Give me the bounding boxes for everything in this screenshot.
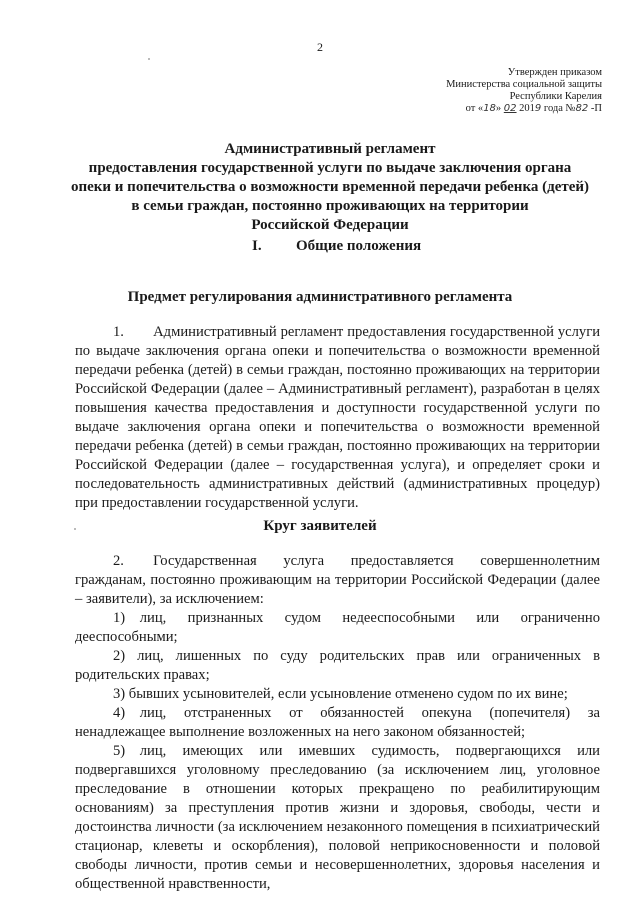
list-item-1: 1) лиц, признанных судом недееспособными или ограниченно дееспособными; [75,610,600,645]
applicants-block [75,552,600,894]
date-year-digit: 9 [534,103,542,114]
document-title [60,140,600,235]
approval-line-1: Утвержден приказом [507,67,602,78]
scan-speck [74,528,76,530]
date-year-prefix: 201 [516,103,535,114]
date-prefix: от « [465,103,484,114]
date-month-handwritten: 02 [503,103,517,114]
paragraph-1-block [75,323,600,513]
list-item-2: 2) лиц, лишенных по суду родительских прав или ограниченных в родительских правах; [75,648,600,683]
list-item-4: 4) лиц, отстраненных от обязанностей опекуна (попечителя) за ненадлежащее выполнение возложенных на него законом обязанностей; [75,705,600,740]
order-number-handwritten: 82 [575,103,589,114]
title-line-1: Административный регламент [224,141,436,157]
date-mid2: года № [541,103,576,114]
section-title: Общие положения [296,238,422,254]
subheading-regulation-subject: Предмет регулирования административного регламента [127,289,513,305]
scan-speck [148,58,150,60]
approval-line-2: Министерства социальной защиты [446,79,602,90]
list-item-3: 3) бывших усыновителей, если усыновление отменено судом по их вине; [113,686,568,702]
subheading-applicants: Круг заявителей [263,518,377,534]
paragraph-1: 1. Административный регламент предоставления государственной услуги по выдаче заключения органа опеки и попечительства о возможности временной передачи ребенка (детей) в семьи граждан, постоянно проживающих на территории Российской Федерации (далее – Административный регламент), разработан в целях повышения качества предоставления и доступности государственной услуги по выдаче заключения органа опеки и попечительства о возможности временной передачи ребенка (детей) в семьи граждан, постоянно проживающих на территории Российской Федерации (далее – государственная услуга), и определяет сроки и последовательность административных действий (административных процедур) при предоставлении государственной услуги. [75,324,600,511]
title-line-3: опеки и попечительства о возможности временной передачи ребенка (детей) [70,179,590,195]
date-day-handwritten: 18 [483,103,496,114]
title-line-2: предоставления государственной услуги по выдаче заключения органа [88,160,572,176]
title-line-4: в семьи граждан, постоянно проживающих на территории [131,198,529,214]
section-number: I. [252,238,262,254]
paragraph-2: 2. Государственная услуга предоставляется совершеннолетним гражданам, постоянно проживающим на территории Российской Федерации (далее – заявители), за исключением: [75,553,600,607]
title-line-5: Российской Федерации [251,217,409,233]
page-number: 2 [317,40,323,54]
date-mid: » [495,103,504,114]
approval-line-3: Республики Карелия [509,91,602,102]
approval-date-line [382,103,602,115]
order-number-suffix: -П [588,103,602,114]
approval-stamp [382,67,602,115]
list-item-5: 5) лиц, имеющих или имевших судимость, подвергающихся или подвергавшихся уголовному преследованию (за исключением лиц, уголовное преследование в отношении которых прекращено по реабилитирующим основаниям) за преступления против жизни и здоровья, свободы, чести и достоинства личности (за исключением незаконного помещения в психиатрический стационар, клеветы и оскорбления), половой неприкосновенности и половой свободы личности, против семьи и несовершеннолетних, здоровья населения и общественной нравственности, [75,743,600,892]
